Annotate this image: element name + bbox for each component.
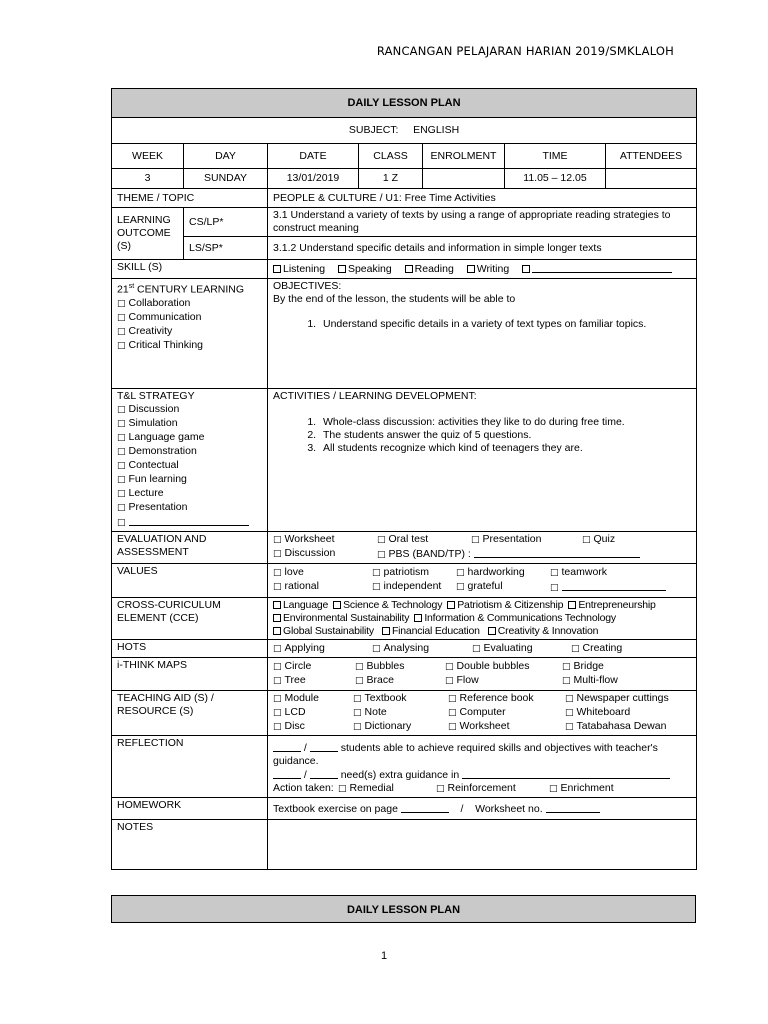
eval-worksheet[interactable]: □ Worksheet [273,533,335,545]
skill-label: SKILL (S) [112,260,268,279]
date-value: 13/01/2019 [268,169,359,189]
checkbox-icon: □ [550,568,559,578]
checkbox-icon: □ [117,312,126,323]
reflection-line-1: / students able to achieve required skills and objectives with teacher's guidance. [273,742,658,767]
ithink-item[interactable]: □ Bridge [562,660,604,672]
ithink-label: i-THINK MAPS [112,658,268,691]
cce-item[interactable]: Global Sustainability [273,625,374,638]
skill-speaking[interactable]: Speaking [338,263,392,276]
value-other-blank [562,580,666,591]
checkbox-icon: □ [117,447,126,457]
checkbox-icon: □ [355,676,364,686]
century-learning-title: 21st CENTURY LEARNING [117,283,245,296]
checkbox-icon [273,627,281,635]
activity-item: 2. The students answer the quiz of 5 questions. [319,429,691,442]
class-header: CLASS [359,144,423,169]
century-item[interactable]: □ Critical Thinking [117,338,204,351]
subject-value: ENGLISH [413,124,460,136]
century-item[interactable]: □ Communication [117,310,202,323]
checkbox-icon: □ [117,433,126,443]
aid-item[interactable]: □ Reference book [448,692,534,704]
aid-item[interactable]: □ Computer [448,706,506,718]
checkbox-icon: □ [372,582,381,592]
checkbox-icon: □ [353,708,362,718]
action-label: Action taken: [273,782,334,794]
checkbox-icon: □ [445,676,454,686]
century-item[interactable]: □ Collaboration [117,296,191,309]
cce-item[interactable]: Entrepreneurship [568,599,655,612]
checkbox-icon: □ [273,643,282,654]
ithink-item[interactable]: □ Double bubbles [445,660,530,672]
activities-list [273,416,691,455]
checkbox-icon: □ [355,662,364,672]
ithink-options [268,658,697,691]
lesson-plan-table [111,88,697,870]
checkbox-icon: □ [448,722,457,732]
hots-label: HOTS [112,640,268,658]
checkbox-icon: □ [273,582,282,592]
checkbox-icon: □ [565,708,574,718]
reflection-cell [268,736,697,798]
day-header: DAY [184,144,268,169]
checkbox-icon: □ [456,582,465,592]
skill-writing[interactable]: Writing [467,263,509,276]
tl-item-other[interactable] [117,515,262,530]
skill-options [268,260,697,279]
tl-item[interactable]: □ Simulation [117,417,178,429]
activity-item: 3. All students recognize which kind of teenagers they are. [319,442,691,455]
checkbox-icon: □ [456,568,465,578]
checkbox-icon: □ [377,550,386,560]
cce-item[interactable]: Science & Technology [333,599,442,612]
subject-row [112,118,697,144]
pbs-blank [474,547,640,558]
checkbox-icon: □ [562,676,571,686]
cce-item[interactable]: Information & Communications Technology [414,612,616,625]
subject-label: SUBJECT: [348,124,399,136]
checkbox-icon: □ [273,662,282,672]
eval-presentation[interactable]: □ Presentation [471,533,542,545]
activity-item: 1. Whole-class discussion: activities they like to do during free time. [319,416,691,429]
hots-item[interactable]: □ Applying [273,641,325,654]
skill-other[interactable] [522,262,672,276]
enrolment-header: ENROLMENT [423,144,505,169]
skill-listening[interactable]: Listening [273,263,325,276]
checkbox-icon [488,627,496,635]
checkbox-icon: □ [448,708,457,718]
value-item-other[interactable] [550,580,666,595]
checkbox-icon [333,601,341,609]
checkbox-icon [568,601,576,609]
checkbox-icon: □ [117,489,126,499]
cce-item[interactable]: Creativity & Innovation [488,625,598,638]
teaching-aid-label: TEACHING AID (S) / RESOURCE (S) [112,691,268,736]
checkbox-icon: □ [445,662,454,672]
lssp-label: LS/SP* [184,237,268,260]
checkbox-icon [273,614,281,622]
day-value: SUNDAY [184,169,268,189]
ithink-item[interactable]: □ Tree [273,674,306,686]
theme-value: PEOPLE & CULTURE / U1: Free Time Activities [268,189,697,208]
values-label: VALUES [112,564,268,598]
aid-item[interactable]: □ Newspaper cuttings [565,692,669,704]
tl-strategy-title: T&L STRATEGY [117,390,195,402]
checkbox-icon [273,265,281,273]
eval-quiz[interactable]: □ Quiz [582,533,616,545]
action-item[interactable]: □ Enrichment [549,782,614,794]
time-header: TIME [505,144,606,169]
notes-cell[interactable] [268,820,697,870]
checkbox-icon: □ [571,643,580,654]
checkbox-icon: □ [117,298,126,309]
reflection-label: REFLECTION [112,736,268,798]
checkbox-icon: □ [273,722,282,732]
activities-title: ACTIVITIES / LEARNING DEVELOPMENT: [273,390,477,402]
checkbox-icon: □ [338,784,347,794]
info-value-row [112,169,697,189]
eval-pbs[interactable]: □ PBS (BAND/TP) : [377,547,640,562]
checkbox-icon: □ [448,694,457,704]
checkbox-icon: □ [273,694,282,704]
enrolment-value [423,169,505,189]
tl-strategy-cell [112,389,268,532]
checkbox-icon: □ [117,340,126,351]
checkbox-icon: □ [471,535,480,545]
cslp-label: CS/LP* [184,208,268,237]
value-item[interactable]: □ rational [273,580,319,592]
checkbox-icon [382,627,390,635]
learning-outcome-label: LEARNING OUTCOME (S) [112,208,184,260]
objectives-list [273,318,691,331]
tl-item[interactable]: □ Fun learning [117,473,187,485]
hots-options [268,640,697,658]
objective-item: 1. Understand specific details in a variety of text types on familiar topics. [319,318,691,331]
cce-label: CROSS-CURICULUM ELEMENT (CCE) [112,598,268,640]
checkbox-icon: □ [353,722,362,732]
ithink-item[interactable]: □ Bubbles [355,660,405,672]
checkbox-icon: □ [372,568,381,578]
aid-item[interactable]: □ Module [273,692,319,704]
aid-item[interactable]: □ LCD [273,706,306,718]
checkbox-icon: □ [117,475,126,485]
checkbox-icon: □ [273,676,282,686]
tl-item[interactable]: □ Language game [117,431,205,443]
plan-title: DAILY LESSON PLAN [112,89,697,118]
checkbox-icon [273,601,281,609]
eval-oral-test[interactable]: □ Oral test [377,533,429,545]
checkbox-icon: □ [273,568,282,578]
checkbox-icon: □ [273,549,282,559]
date-header: DATE [268,144,359,169]
aid-item[interactable]: □ Textbook [353,692,407,704]
week-header: WEEK [112,144,184,169]
hots-item[interactable]: □ Analysing [372,641,430,654]
homework-worksheet-blank[interactable] [546,802,600,813]
cce-options [268,598,697,640]
value-item[interactable]: □ patriotism [372,566,430,578]
action-item[interactable]: □ Remedial [338,782,394,794]
aid-item[interactable]: □ Whiteboard [565,706,631,718]
checkbox-icon: □ [117,518,126,528]
checkbox-icon: □ [549,784,558,794]
lssp-value: 3.1.2 Understand specific details and information in simple longer texts [268,237,697,260]
checkbox-icon [338,265,346,273]
checkbox-icon [522,265,530,273]
teaching-aid-options [268,691,697,736]
checkbox-icon: □ [565,722,574,732]
cce-item[interactable]: Environmental Sustainability [273,612,409,625]
cce-item[interactable]: Financial Education [382,625,480,638]
hots-item[interactable]: □ Creating [571,641,623,654]
reflection-line-2: / need(s) extra guidance in [273,768,691,782]
checkbox-icon [405,265,413,273]
checkbox-icon: □ [273,708,282,718]
checkbox-icon: □ [582,535,591,545]
theme-label: THEME / TOPIC [112,189,268,208]
value-item[interactable]: □ love [273,566,304,578]
activities-cell [268,389,697,532]
tl-item[interactable]: □ Contectual [117,459,179,471]
cce-item[interactable]: Language [273,599,328,612]
checkbox-icon: □ [436,784,445,794]
checkbox-icon: □ [117,326,126,337]
homework-label: HOMEWORK [112,798,268,820]
plan-title-page2: DAILY LESSON PLAN [111,895,696,923]
checkbox-icon: □ [565,694,574,704]
checkbox-icon: □ [117,461,126,471]
checkbox-icon: □ [117,503,126,513]
aid-item[interactable]: □ Disc [273,720,305,732]
aid-item[interactable]: □ Tatabahasa Dewan [565,720,667,732]
checkbox-icon: □ [117,405,126,415]
tl-item[interactable]: □ Discussion [117,403,180,415]
checkbox-icon: □ [273,535,282,545]
objectives-intro: By the end of the lesson, the students will be able to [273,293,516,305]
action-taken-row [273,782,691,796]
objectives-cell [268,279,697,389]
skill-reading[interactable]: Reading [405,263,454,276]
century-item[interactable]: □ Creativity [117,324,173,337]
cce-item[interactable]: Patriotism & Citizenship [447,599,563,612]
tl-item[interactable]: □ Lecture [117,487,164,499]
homework-page-blank[interactable] [401,802,449,813]
attendees-value [606,169,697,189]
checkbox-icon: □ [550,583,559,593]
eval-discussion[interactable]: □ Discussion [273,547,336,559]
aid-item[interactable]: □ Dictionary [353,720,412,732]
hots-item[interactable]: □ Evaluating [472,641,533,654]
tl-other-blank [129,515,249,526]
checkbox-icon: □ [117,419,126,429]
attendees-header: ATTENDEES [606,144,697,169]
ithink-item[interactable]: □ Brace [355,674,394,686]
homework-cell: Textbook exercise on page / Worksheet no. [268,798,697,820]
info-header-row [112,144,697,169]
ithink-item[interactable]: □ Flow [445,674,479,686]
century-learning-cell [112,279,268,389]
checkbox-icon: □ [353,694,362,704]
tl-item[interactable]: □ Demonstration [117,445,197,457]
skill-other-blank [532,262,672,273]
tl-item[interactable]: □ Presentation [117,501,188,513]
value-item[interactable]: □ teamwork [550,566,608,578]
value-item[interactable]: □ grateful [456,580,503,592]
checkbox-icon: □ [562,662,571,672]
value-item[interactable]: □ hardworking [456,566,525,578]
values-options [268,564,697,598]
evaluation-options [268,532,697,564]
aid-item[interactable]: □ Worksheet [448,720,510,732]
ithink-item[interactable]: □ Multi-flow [562,674,618,686]
ithink-item[interactable]: □ Circle [273,660,312,672]
checkbox-icon [467,265,475,273]
objectives-title: OBJECTIVES: [273,280,342,292]
cslp-value: 3.1 Understand a variety of texts by using a range of appropriate reading strategies to construct meaning [268,208,697,237]
value-item[interactable]: □ independent [372,580,442,592]
checkbox-icon: □ [372,643,381,654]
time-value: 11.05 – 12.05 [505,169,606,189]
aid-item[interactable]: □ Note [353,706,387,718]
document-header: RANCANGAN PELAJARAN HARIAN 2019/SMKLALOH [376,44,674,58]
evaluation-label: EVALUATION AND ASSESSMENT [112,532,268,564]
notes-label: NOTES [112,820,268,870]
page-number: 1 [380,950,388,962]
checkbox-icon [447,601,455,609]
checkbox-icon: □ [472,643,481,654]
week-value: 3 [112,169,184,189]
checkbox-icon [414,614,422,622]
action-item[interactable]: □ Reinforcement [436,782,516,794]
class-value: 1 Z [359,169,423,189]
checkbox-icon: □ [377,535,386,545]
